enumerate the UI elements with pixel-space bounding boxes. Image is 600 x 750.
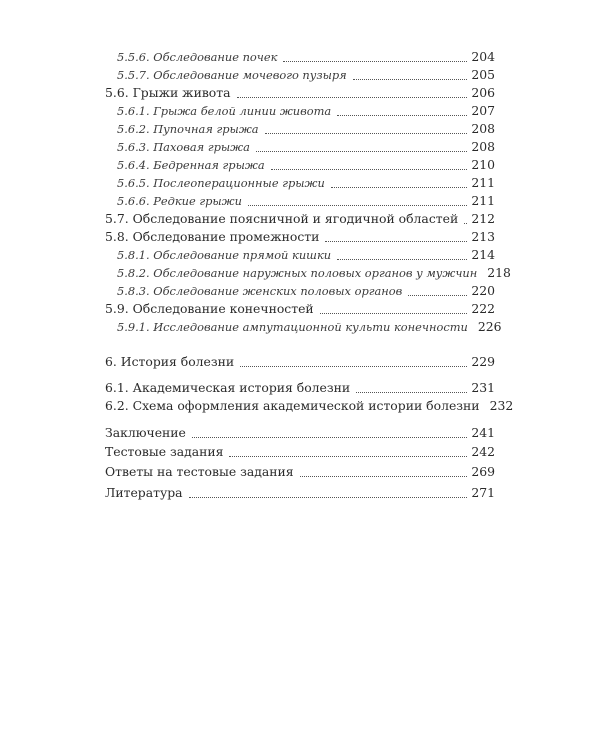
dot-leader [353, 79, 468, 80]
dot-leader [256, 151, 467, 152]
toc-entry [117, 47, 495, 65]
toc-entry [117, 317, 502, 335]
dot-leader [189, 497, 468, 498]
toc-entry-page: 211 [471, 175, 495, 190]
toc-entry-title: 5.6.3. Паховая грыжа [117, 140, 250, 154]
toc-entry [105, 483, 495, 501]
toc-entry [105, 396, 514, 414]
toc-entry-page: 205 [471, 67, 495, 82]
toc-entry [105, 442, 495, 460]
toc-entry-page: 222 [471, 301, 495, 316]
toc-entry [105, 227, 495, 245]
toc-entry-title: Заключение [105, 425, 186, 440]
dot-leader [237, 97, 468, 98]
toc-entry-title: Тестовые задания [105, 444, 224, 459]
toc-entry [117, 263, 511, 281]
toc-entry-title: 6.1. Академическая история болезни [105, 380, 351, 395]
toc-entry-title: 5.6.5. Послеоперационные грыжи [117, 176, 325, 190]
dot-leader [464, 223, 467, 224]
dot-leader [408, 295, 467, 296]
toc-entry-title: 5.5.7. Обследование мочевого пузыря [117, 68, 347, 82]
toc-entry-title: 5.5.6. Обследование почек [117, 50, 278, 64]
toc-entry [117, 137, 495, 155]
toc-entry [117, 191, 495, 209]
toc-entry-title: 5.8.1. Обследование прямой кишки [117, 248, 332, 262]
toc-entry-page: 204 [471, 49, 495, 64]
toc-entry [117, 65, 495, 83]
dot-leader [331, 187, 468, 188]
dot-leader [325, 241, 467, 242]
dot-leader [265, 133, 468, 134]
toc-entry-page: 210 [471, 157, 495, 172]
toc-entry [117, 101, 495, 119]
toc-entry [105, 83, 495, 101]
toc-entry-page: 218 [487, 265, 511, 280]
dot-leader [271, 169, 468, 170]
toc-entry-title: 5.8.2. Обследование наружных половых органов у мужчин [117, 266, 478, 280]
toc-entry-title: 5.6.4. Бедренная грыжа [117, 158, 265, 172]
toc-entry-title: 5.6.2. Пупочная грыжа [117, 122, 259, 136]
dot-leader [337, 259, 467, 260]
toc-entry [117, 281, 495, 299]
dot-leader [240, 366, 467, 367]
dot-leader [229, 456, 467, 457]
toc-entry [117, 119, 495, 137]
toc-entry-page: 269 [471, 464, 495, 479]
toc-entry-title: 5.9. Обследование конечностей [105, 301, 314, 316]
toc-entry-page: 214 [471, 247, 495, 262]
toc-entry-page: 220 [471, 283, 495, 298]
dot-leader [337, 115, 467, 116]
toc-entry-title: 5.6.1. Грыжа белой линии живота [117, 104, 332, 118]
dot-leader [248, 205, 467, 206]
toc-entry-page: 206 [471, 85, 495, 100]
toc-entry-page: 232 [489, 398, 514, 413]
toc-entry-title: 5.8.3. Обследование женских половых органов [117, 284, 403, 298]
toc-entry [117, 155, 495, 173]
dot-leader [283, 61, 467, 62]
toc-entry-page: 212 [471, 211, 495, 226]
toc-entry-title: 6.2. Схема оформления академической истории болезни [105, 398, 480, 413]
toc-entry-title: 5.6.6. Редкие грыжи [117, 194, 242, 208]
toc-entry-page: 211 [471, 193, 495, 208]
dot-leader [320, 313, 468, 314]
toc-entry-title: Ответы на тестовые задания [105, 464, 294, 479]
toc-entry [105, 462, 495, 480]
toc-entry-page: 226 [477, 319, 502, 334]
toc-entry [105, 299, 495, 317]
toc-entry-page: 242 [471, 444, 495, 459]
dot-leader [356, 392, 467, 393]
toc-entry-page: 208 [471, 139, 495, 154]
toc-entry-page: 231 [471, 380, 495, 395]
toc-entry [105, 378, 495, 396]
dot-leader [192, 437, 467, 438]
toc-entry-title: 5.7. Обследование поясничной и ягодичной областей [105, 211, 459, 226]
toc-entry-page: 213 [471, 229, 495, 244]
toc-entry [105, 352, 495, 370]
toc-entry-page: 208 [471, 121, 495, 136]
toc-entry-page: 207 [471, 103, 495, 118]
toc-entry [117, 173, 495, 191]
toc-entry-title: 6. История болезни [105, 354, 235, 369]
toc-entry [105, 423, 495, 441]
toc-entry-title: 5.6. Грыжи живота [105, 85, 231, 100]
dot-leader [300, 476, 468, 477]
toc-entry [117, 245, 495, 263]
toc-entry-title: 5.8. Обследование промежности [105, 229, 320, 244]
toc-entry [105, 209, 495, 227]
toc-entry-page: 229 [471, 354, 495, 369]
toc-entry-page: 271 [471, 485, 495, 500]
toc-entry-title: Литература [105, 485, 183, 500]
toc-entry-page: 241 [471, 425, 495, 440]
toc-entry-title: 5.9.1. Исследование ампутационной культи конечности [117, 320, 468, 334]
